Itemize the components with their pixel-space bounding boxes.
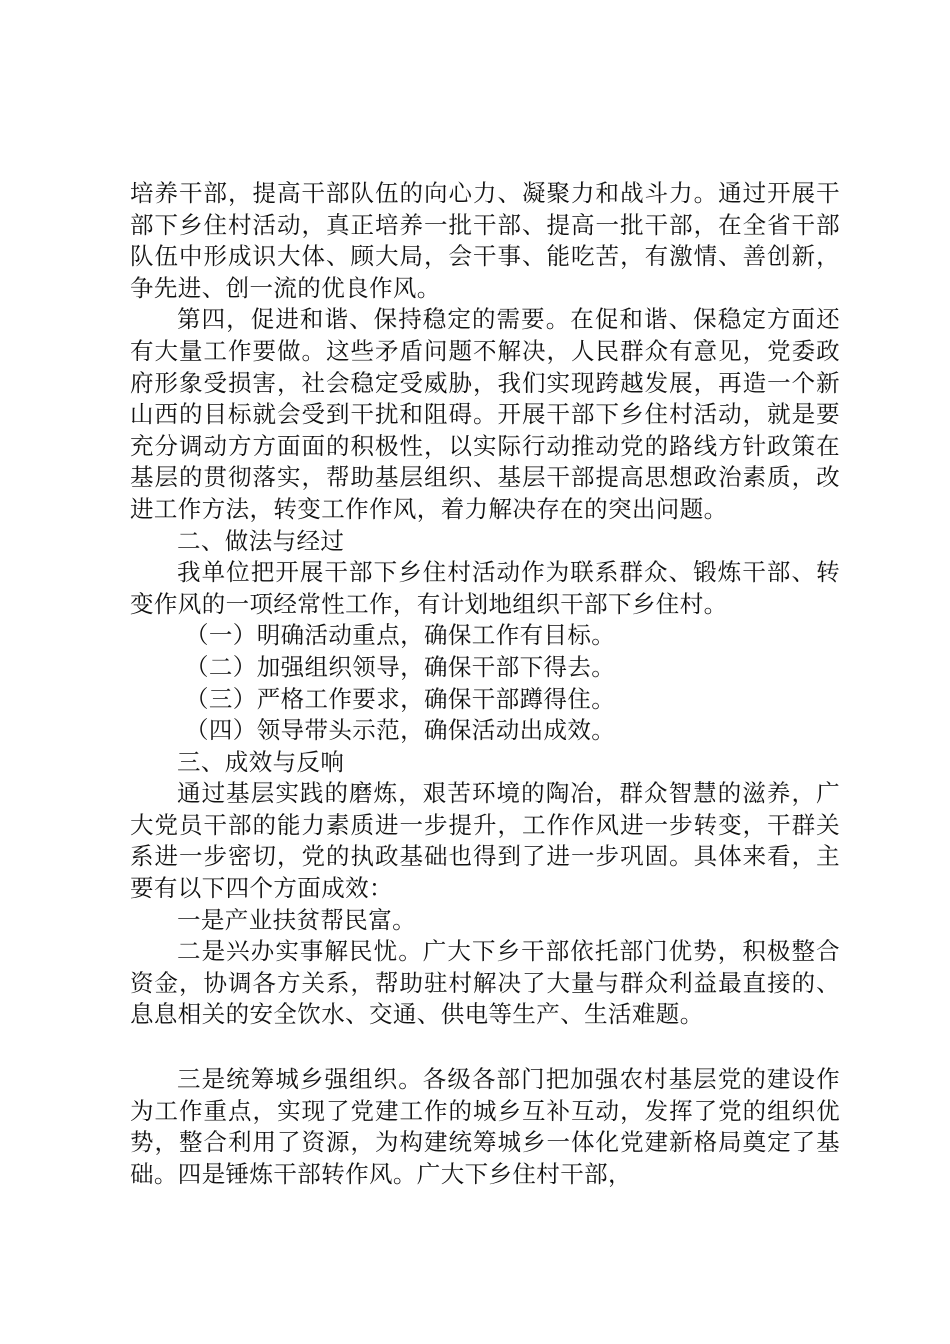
section-heading-results: 三、成效与反响 — [177, 747, 345, 776]
list-item-1: （一）明确活动重点，确保工作有目标。 — [185, 621, 616, 650]
document-body — [130, 178, 840, 1190]
paragraph-result-2: 二是兴办实事解民忧。广大下乡干部依托部门优势，积极整合资金，协调各方关系，帮助驻村解决了大量与群众利益最直接的、息息相关的安全饮水、交通、供电等生产、生活难题。 — [130, 937, 840, 1029]
blank-line — [130, 1031, 840, 1064]
paragraph-continuation: 培养干部，提高干部队伍的向心力、凝聚力和战斗力。通过开展干部下乡住村活动，真正培养一批干部、提高一批干部，在全省干部队伍中形成识大体、顾大局，会干事、能吃苦，有激情、善创新，争先进、创一流的优良作风。 — [130, 179, 840, 302]
paragraph-results-intro: 通过基层实践的磨炼，艰苦环境的陶冶，群众智慧的滋养，广大党员干部的能力素质进一步提升，工作作风进一步转变，干群关系进一步密切，党的执政基础也得到了进一步巩固。具体来看，主要有以下四个方面成效： — [130, 779, 840, 903]
list-item-2: （二）加强组织领导，确保干部下得去。 — [185, 652, 616, 681]
section-heading-methods: 二、做法与经过 — [177, 526, 345, 555]
list-item-4: （四）领导带头示范，确保活动出成效。 — [185, 716, 616, 745]
paragraph-methods-intro: 我单位把开展干部下乡住村活动作为联系群众、锻炼干部、转变作风的一项经常性工作，有计划地组织干部下乡住村。 — [130, 558, 840, 618]
paragraph-result-3: 三是统筹城乡强组织。各级各部门把加强农村基层党的建设作为工作重点，实现了党建工作的城乡互补互动，发挥了党的组织优势，整合利用了资源，为构建统筹城乡一体化党建新格局奠定了基础。四是锤炼干部转作风。广大下乡住村干部， — [130, 1065, 840, 1188]
paragraph-result-1: 一是产业扶贫帮民富。 — [177, 905, 416, 934]
paragraph-fourth-need: 第四，促进和谐、保持稳定的需要。在促和谐、保稳定方面还有大量工作要做。这些矛盾问题不解决，人民群众有意见，党委政府形象受损害，社会稳定受威胁，我们实现跨越发展，再造一个新山西的目标就会受到干扰和阻碍。开展干部下乡住村活动，就是要充分调动方方面面的积极性，以实际行动推动党的路线方针政策在基层的贯彻落实，帮助基层组织、基层干部提高思想政治素质，改进工作方法，转变工作作风，着力解决存在的突出问题。 — [130, 305, 840, 523]
list-item-3: （三）严格工作要求，确保干部蹲得住。 — [185, 684, 616, 713]
